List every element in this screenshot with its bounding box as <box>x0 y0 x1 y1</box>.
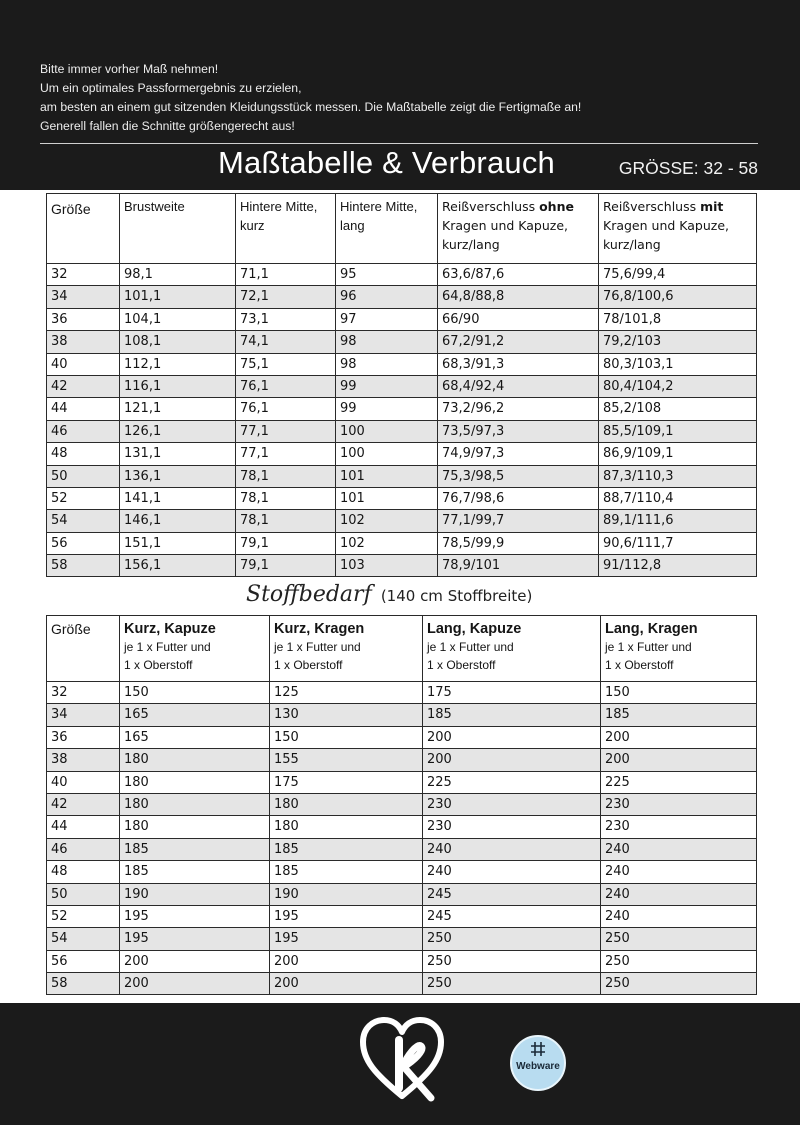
fabric-table-row <box>47 950 757 972</box>
measurement-notes <box>40 60 760 136</box>
fabric-table-row <box>47 771 757 793</box>
header-lang-kapuze: Lang, Kapuze je 1 x Futter und 1 x Oberstoff <box>423 616 601 682</box>
cell-hm-kurz: 74,1 <box>236 331 336 353</box>
cell-size: 50 <box>47 883 120 905</box>
cell-kurz-kapuze: 180 <box>120 816 270 838</box>
cell-kurz-kapuze: 180 <box>120 771 270 793</box>
cell-hm-lang: 99 <box>336 375 438 397</box>
cell-hm-lang: 102 <box>336 532 438 554</box>
cell-hm-kurz: 78,1 <box>236 510 336 532</box>
cell-hm-kurz: 78,1 <box>236 465 336 487</box>
cell-kurz-kapuze: 180 <box>120 749 270 771</box>
size-table <box>46 193 757 577</box>
size-table-row <box>47 487 757 509</box>
cell-zipper-ohne: 66/90 <box>438 308 599 330</box>
cell-zipper-mit: 88,7/110,4 <box>599 487 757 509</box>
cell-kurz-kapuze: 165 <box>120 726 270 748</box>
cell-zipper-ohne: 68,3/91,3 <box>438 353 599 375</box>
cell-lang-kapuze: 250 <box>423 950 601 972</box>
heart-k-logo-icon <box>355 1012 450 1102</box>
cell-hm-lang: 96 <box>336 286 438 308</box>
cell-kurz-kragen: 180 <box>270 793 423 815</box>
fabric-width-note: (140 cm Stoffbreite) <box>380 587 533 605</box>
cell-size: 36 <box>47 308 120 330</box>
size-table-row <box>47 420 757 442</box>
cell-size: 38 <box>47 331 120 353</box>
cell-hm-lang: 101 <box>336 465 438 487</box>
fabric-requirement-heading <box>246 582 532 607</box>
cell-lang-kragen: 250 <box>601 950 757 972</box>
cell-kurz-kapuze: 150 <box>120 682 270 704</box>
fabric-table-row <box>47 793 757 815</box>
cell-size: 52 <box>47 905 120 927</box>
cell-hm-kurz: 76,1 <box>236 398 336 420</box>
size-table-row <box>47 465 757 487</box>
header-hintere-mitte-lang: Hintere Mitte, lang <box>336 194 438 264</box>
size-table-row <box>47 375 757 397</box>
cell-size: 48 <box>47 861 120 883</box>
cell-lang-kapuze: 225 <box>423 771 601 793</box>
cell-hm-kurz: 71,1 <box>236 264 336 286</box>
cell-size: 52 <box>47 487 120 509</box>
header-lang-kragen: Lang, Kragen je 1 x Futter und 1 x Oberstoff <box>601 616 757 682</box>
cell-zipper-mit: 79,2/103 <box>599 331 757 353</box>
cell-lang-kragen: 250 <box>601 928 757 950</box>
fabric-table-row <box>47 905 757 927</box>
fabric-table-row <box>47 928 757 950</box>
note-line: Um ein optimales Passformergebnis zu erzielen, <box>40 81 302 95</box>
cell-hm-lang: 103 <box>336 555 438 577</box>
cell-size: 36 <box>47 726 120 748</box>
cell-zipper-ohne: 67,2/91,2 <box>438 331 599 353</box>
cell-kurz-kapuze: 200 <box>120 973 270 995</box>
cell-kurz-kragen: 200 <box>270 950 423 972</box>
webware-badge <box>510 1035 566 1091</box>
header-kurz-kapuze: Kurz, Kapuze je 1 x Futter und 1 x Oberstoff <box>120 616 270 682</box>
note-line: Bitte immer vorher Maß nehmen! <box>40 62 219 76</box>
cell-hm-kurz: 79,1 <box>236 555 336 577</box>
size-table-row <box>47 443 757 465</box>
cell-hm-lang: 100 <box>336 420 438 442</box>
cell-size: 48 <box>47 443 120 465</box>
cell-kurz-kragen: 200 <box>270 973 423 995</box>
cell-hm-kurz: 79,1 <box>236 532 336 554</box>
fabric-script-title: Stoffbedarf <box>246 582 372 607</box>
fabric-table-row <box>47 838 757 860</box>
cell-lang-kapuze: 200 <box>423 726 601 748</box>
cell-brustweite: 126,1 <box>120 420 236 442</box>
cell-brustweite: 151,1 <box>120 532 236 554</box>
cell-lang-kragen: 200 <box>601 726 757 748</box>
size-table-row <box>47 398 757 420</box>
cell-brustweite: 131,1 <box>120 443 236 465</box>
webware-label: Webware <box>516 1061 560 1072</box>
cell-lang-kapuze: 230 <box>423 793 601 815</box>
cell-size: 32 <box>47 682 120 704</box>
cell-zipper-mit: 80,3/103,1 <box>599 353 757 375</box>
cell-lang-kapuze: 240 <box>423 861 601 883</box>
fabric-table-row <box>47 726 757 748</box>
cell-kurz-kragen: 180 <box>270 816 423 838</box>
size-table-row <box>47 353 757 375</box>
cell-size: 46 <box>47 838 120 860</box>
cell-kurz-kapuze: 180 <box>120 793 270 815</box>
cell-kurz-kragen: 195 <box>270 928 423 950</box>
cell-zipper-mit: 90,6/111,7 <box>599 532 757 554</box>
header-zipper-ohne: Reißverschluss ohne Kragen und Kapuze, kurz/lang <box>438 194 599 264</box>
header-zipper-mit: Reißverschluss mit Kragen und Kapuze, kurz/lang <box>599 194 757 264</box>
cell-zipper-ohne: 73,5/97,3 <box>438 420 599 442</box>
header-hintere-mitte-kurz: Hintere Mitte, kurz <box>236 194 336 264</box>
cell-size: 32 <box>47 264 120 286</box>
fabric-table-row <box>47 682 757 704</box>
cell-brustweite: 108,1 <box>120 331 236 353</box>
cell-zipper-mit: 78/101,8 <box>599 308 757 330</box>
cell-brustweite: 121,1 <box>120 398 236 420</box>
size-table-row <box>47 331 757 353</box>
cell-kurz-kragen: 155 <box>270 749 423 771</box>
cell-brustweite: 141,1 <box>120 487 236 509</box>
cell-zipper-mit: 80,4/104,2 <box>599 375 757 397</box>
cell-zipper-mit: 75,6/99,4 <box>599 264 757 286</box>
fabric-table <box>46 615 757 995</box>
note-line: am besten an einem gut sitzenden Kleidungsstück messen. Die Maßtabelle zeigt die Fertigmaße an! <box>40 100 582 114</box>
cell-lang-kragen: 240 <box>601 838 757 860</box>
size-table-header <box>47 194 757 264</box>
size-table-row <box>47 286 757 308</box>
cell-lang-kapuze: 245 <box>423 905 601 927</box>
cell-brustweite: 98,1 <box>120 264 236 286</box>
fabric-table-row <box>47 973 757 995</box>
cell-kurz-kragen: 195 <box>270 905 423 927</box>
size-table-row <box>47 555 757 577</box>
cell-hm-lang: 95 <box>336 264 438 286</box>
cell-lang-kragen: 250 <box>601 973 757 995</box>
cell-kurz-kapuze: 200 <box>120 950 270 972</box>
cell-hm-lang: 98 <box>336 331 438 353</box>
cell-zipper-mit: 87,3/110,3 <box>599 465 757 487</box>
page-title: Maßtabelle & Verbrauch <box>218 145 555 180</box>
cell-zipper-ohne: 73,2/96,2 <box>438 398 599 420</box>
cell-hm-kurz: 76,1 <box>236 375 336 397</box>
cell-size: 58 <box>47 555 120 577</box>
cell-size: 46 <box>47 420 120 442</box>
cell-size: 40 <box>47 353 120 375</box>
cell-zipper-mit: 85,2/108 <box>599 398 757 420</box>
cell-lang-kragen: 230 <box>601 793 757 815</box>
cell-zipper-ohne: 78,5/99,9 <box>438 532 599 554</box>
cell-size: 38 <box>47 749 120 771</box>
cell-zipper-ohne: 77,1/99,7 <box>438 510 599 532</box>
cell-brustweite: 104,1 <box>120 308 236 330</box>
size-range-label: GRÖSSE: 32 - 58 <box>618 158 758 178</box>
header-divider <box>40 143 758 144</box>
cell-lang-kapuze: 240 <box>423 838 601 860</box>
fabric-weave-icon <box>530 1041 546 1057</box>
fabric-table-header <box>47 616 757 682</box>
cell-kurz-kragen: 190 <box>270 883 423 905</box>
cell-size: 56 <box>47 532 120 554</box>
cell-brustweite: 101,1 <box>120 286 236 308</box>
cell-zipper-mit: 85,5/109,1 <box>599 420 757 442</box>
cell-lang-kragen: 230 <box>601 816 757 838</box>
cell-size: 44 <box>47 816 120 838</box>
header-band <box>0 0 800 190</box>
cell-size: 54 <box>47 928 120 950</box>
cell-brustweite: 112,1 <box>120 353 236 375</box>
cell-size: 50 <box>47 465 120 487</box>
cell-zipper-ohne: 75,3/98,5 <box>438 465 599 487</box>
cell-zipper-ohne: 63,6/87,6 <box>438 264 599 286</box>
size-table-row <box>47 264 757 286</box>
cell-hm-lang: 101 <box>336 487 438 509</box>
fabric-table-row <box>47 704 757 726</box>
size-table-row <box>47 510 757 532</box>
cell-hm-lang: 100 <box>336 443 438 465</box>
cell-lang-kapuze: 245 <box>423 883 601 905</box>
cell-size: 40 <box>47 771 120 793</box>
cell-hm-kurz: 78,1 <box>236 487 336 509</box>
cell-hm-kurz: 75,1 <box>236 353 336 375</box>
header-size: Größe <box>47 194 120 264</box>
cell-brustweite: 116,1 <box>120 375 236 397</box>
fabric-table-row <box>47 883 757 905</box>
cell-hm-kurz: 77,1 <box>236 420 336 442</box>
cell-kurz-kapuze: 195 <box>120 928 270 950</box>
cell-zipper-mit: 76,8/100,6 <box>599 286 757 308</box>
fabric-table-row <box>47 749 757 771</box>
cell-lang-kragen: 240 <box>601 905 757 927</box>
cell-lang-kragen: 150 <box>601 682 757 704</box>
size-table-row <box>47 308 757 330</box>
cell-size: 54 <box>47 510 120 532</box>
cell-size: 44 <box>47 398 120 420</box>
cell-lang-kragen: 240 <box>601 861 757 883</box>
cell-hm-lang: 102 <box>336 510 438 532</box>
cell-zipper-mit: 86,9/109,1 <box>599 443 757 465</box>
cell-size: 34 <box>47 286 120 308</box>
cell-kurz-kragen: 185 <box>270 861 423 883</box>
cell-kurz-kapuze: 185 <box>120 838 270 860</box>
cell-lang-kapuze: 200 <box>423 749 601 771</box>
cell-hm-lang: 99 <box>336 398 438 420</box>
cell-zipper-ohne: 68,4/92,4 <box>438 375 599 397</box>
fabric-table-row <box>47 816 757 838</box>
cell-lang-kapuze: 250 <box>423 973 601 995</box>
cell-lang-kragen: 240 <box>601 883 757 905</box>
size-table-row <box>47 532 757 554</box>
header-kurz-kragen: Kurz, Kragen je 1 x Futter und 1 x Oberstoff <box>270 616 423 682</box>
cell-size: 42 <box>47 793 120 815</box>
cell-kurz-kapuze: 165 <box>120 704 270 726</box>
cell-brustweite: 136,1 <box>120 465 236 487</box>
cell-hm-kurz: 77,1 <box>236 443 336 465</box>
cell-lang-kragen: 225 <box>601 771 757 793</box>
cell-lang-kapuze: 230 <box>423 816 601 838</box>
header-size: Größe <box>47 616 120 682</box>
cell-hm-kurz: 73,1 <box>236 308 336 330</box>
cell-lang-kragen: 200 <box>601 749 757 771</box>
cell-lang-kapuze: 175 <box>423 682 601 704</box>
cell-zipper-mit: 89,1/111,6 <box>599 510 757 532</box>
cell-lang-kapuze: 250 <box>423 928 601 950</box>
cell-hm-kurz: 72,1 <box>236 286 336 308</box>
cell-kurz-kapuze: 195 <box>120 905 270 927</box>
cell-size: 58 <box>47 973 120 995</box>
cell-hm-lang: 97 <box>336 308 438 330</box>
cell-kurz-kragen: 130 <box>270 704 423 726</box>
note-line: Generell fallen die Schnitte größengerecht aus! <box>40 119 295 133</box>
cell-size: 42 <box>47 375 120 397</box>
cell-kurz-kragen: 150 <box>270 726 423 748</box>
cell-kurz-kragen: 125 <box>270 682 423 704</box>
cell-kurz-kapuze: 190 <box>120 883 270 905</box>
cell-brustweite: 146,1 <box>120 510 236 532</box>
fabric-table-row <box>47 861 757 883</box>
cell-size: 56 <box>47 950 120 972</box>
cell-lang-kragen: 185 <box>601 704 757 726</box>
cell-zipper-ohne: 78,9/101 <box>438 555 599 577</box>
cell-size: 34 <box>47 704 120 726</box>
header-brustweite: Brustweite <box>120 194 236 264</box>
cell-zipper-ohne: 64,8/88,8 <box>438 286 599 308</box>
cell-kurz-kragen: 185 <box>270 838 423 860</box>
cell-zipper-mit: 91/112,8 <box>599 555 757 577</box>
cell-lang-kapuze: 185 <box>423 704 601 726</box>
cell-hm-lang: 98 <box>336 353 438 375</box>
cell-zipper-ohne: 74,9/97,3 <box>438 443 599 465</box>
cell-kurz-kapuze: 185 <box>120 861 270 883</box>
cell-brustweite: 156,1 <box>120 555 236 577</box>
cell-zipper-ohne: 76,7/98,6 <box>438 487 599 509</box>
cell-kurz-kragen: 175 <box>270 771 423 793</box>
